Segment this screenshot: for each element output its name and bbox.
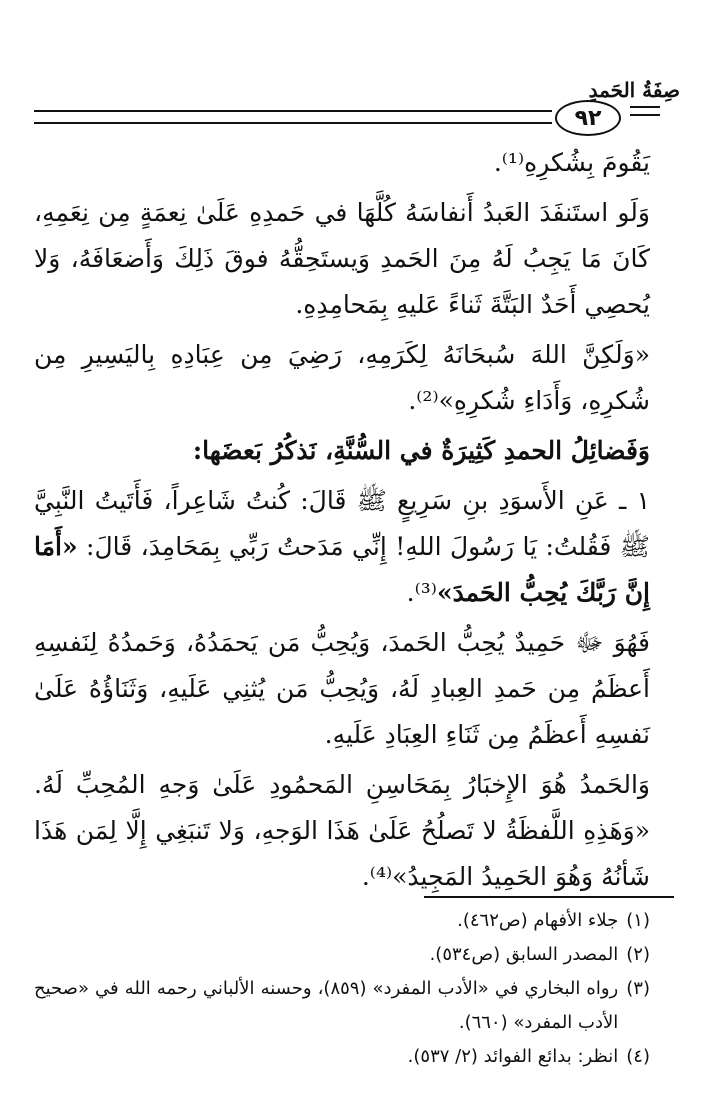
footnote <box>34 972 650 1040</box>
footnotes <box>34 904 650 1074</box>
footnote-text: المصدر السابق (ص٥٣٤). <box>429 944 619 965</box>
footnote-number: (١) <box>626 910 650 931</box>
main-text <box>34 140 650 904</box>
paragraph: يَقُومَ بِشُكرِهِ⁽¹⁾. <box>493 148 650 177</box>
footnote <box>34 904 650 938</box>
hadith-quote: «أَمَا إِنَّ رَبَّكَ يُحِبُّ الحَمدَ» <box>34 532 650 607</box>
footnote-text: جلاء الأفهام (ص٤٦٢). <box>457 910 619 931</box>
section-heading: وَفَضائِلُ الحمدِ كَثِيرَةٌ في السُّنَّةِ، نَذكُرُ بَعضَها: <box>192 436 650 465</box>
paragraph: وَلَو استَنفَدَ العَبدُ أَنفاسَهُ كُلَّهَا في حَمدِهِ عَلَىٰ نِعمَةٍ مِن نِعَمِهِ، كَانَ مَا يَجِبُ لَهُ مِنَ الحَمدِ وَيستَحِقُّهُ فوقَ ذَلِكَ وَأَضعَافَهُ، وَلا يُحصِي أَحَدٌ البَتَّةَ ثَناءً عَليهِ بِمَحامِدِهِ. <box>34 198 650 319</box>
footnote-text: رواه البخاري في «الأدب المفرد» (٨٥٩)، وحسنه الألباني رحمه الله في «صحيح الأدب المفرد» (٦٦٠). <box>34 978 619 1033</box>
header-rule-top <box>34 110 552 112</box>
page-number: ٩٢ <box>574 105 602 131</box>
footnote <box>34 938 650 972</box>
paragraph: «وَلَكِنَّ اللهَ سُبحَانَهُ لِكَرَمِهِ، رَضِيَ مِن عِبَادِهِ بِاليَسِيرِ مِن شُكرِهِ، وَأَدَاءِ شُكرِهِ»⁽²⁾. <box>34 340 650 415</box>
header-ornament <box>630 106 660 122</box>
footnote-separator <box>424 896 674 898</box>
header-rule-bottom <box>34 122 552 124</box>
footnote-number: (٢) <box>626 944 650 965</box>
hadith-text: ١ ـ عَنِ الأَسوَدِ بنِ سَرِيعٍ ﷺ قَالَ: كُنتُ شَاعِراً، فَأَتَيتُ النَّبِيَّ ﷺ فَقُلتُ: يَا رَسُولَ اللهِ! إِنِّي مَدَحتُ رَبِّي بِمَحَامِدَ، قَالَ: <box>34 486 650 561</box>
footnote-number: (٤) <box>626 1046 650 1067</box>
footnote-ref: ⁽³⁾. <box>406 578 437 607</box>
running-header-title: صِفَةُ الحَمدِ <box>588 78 680 102</box>
page-number-oval <box>555 100 621 136</box>
hadith-paragraph <box>34 478 650 616</box>
paragraph: وَالحَمدُ هُوَ الإِخبَارُ بِمَحَاسِنِ المَحمُودِ عَلَىٰ وَجهِ المُحِبِّ لَهُ. «وَهَذِهِ اللَّفظَةُ لا تَصلُحُ عَلَىٰ هَذَا الوَجهِ، وَلا تَنبَغِي إِلَّا لِمَن هَذَا شَأنُهُ وَهُوَ الحَمِيدُ المَجِيدُ»⁽⁴⁾. <box>34 770 650 891</box>
footnote <box>34 1040 650 1074</box>
paragraph: فَهُوَ ﷻ حَمِيدٌ يُحِبُّ الحَمدَ، وَيُحِبُّ مَن يَحمَدُهُ، وَحَمدُهُ لِنَفسِهِ أَعظَمُ مِن حَمدِ العِبادِ لَهُ، وَيُحِبُّ مَن يُثنِي عَلَيهِ، وَثَنَاؤُهُ عَلَىٰ نَفسِهِ أَعظَمُ مِن ثَنَاءِ العِبَادِ عَلَيهِ. <box>34 628 650 749</box>
footnote-text: انظر: بدائع الفوائد (٢/ ٥٣٧). <box>407 1046 619 1067</box>
footnote-number: (٣) <box>626 978 650 999</box>
